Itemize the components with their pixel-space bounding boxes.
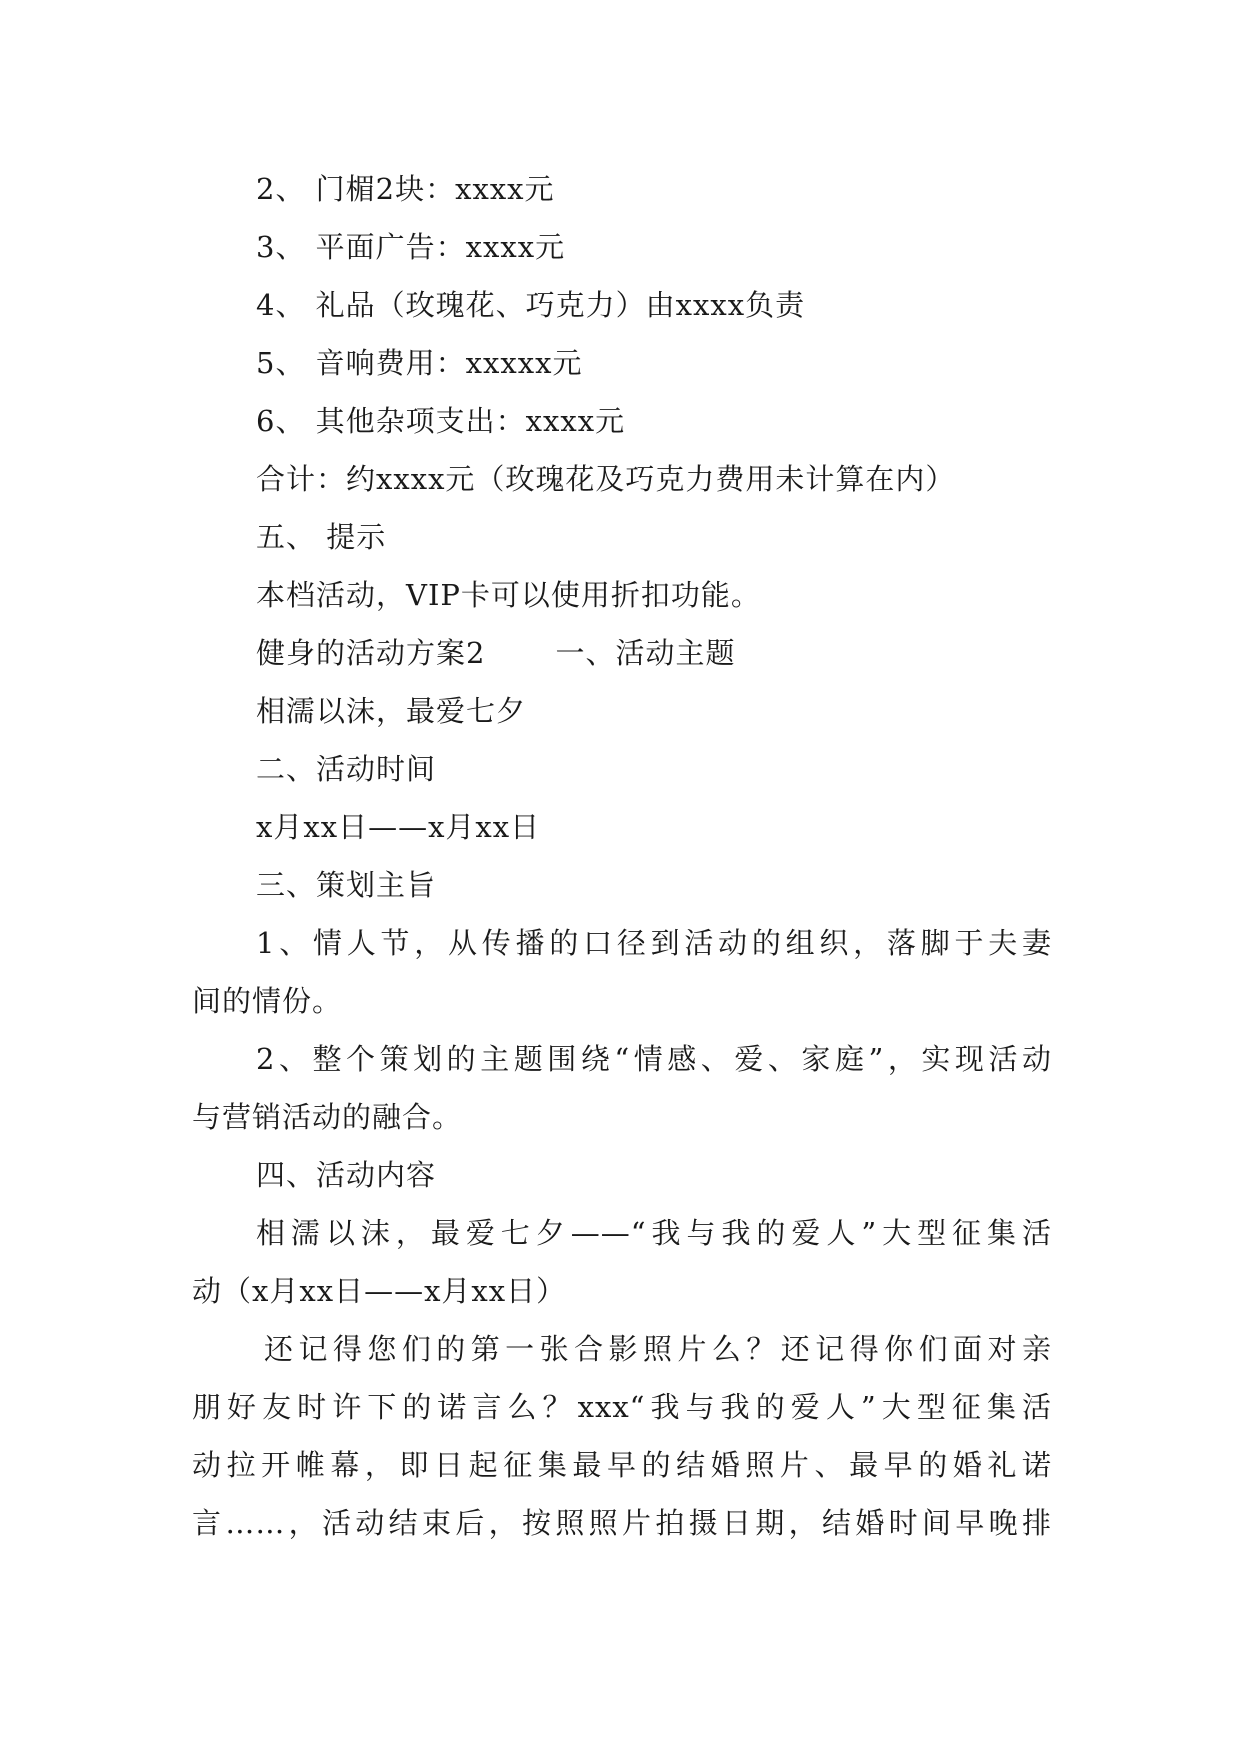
purpose-point-1: 1、情人节，从传播的口径到活动的组织，落脚于夫妻: [256, 926, 1052, 960]
purpose-point-2-cont: 与营销活动的融合。: [192, 1100, 463, 1134]
budget-item-2: 2、 门楣2块：xxxx元: [256, 172, 555, 206]
content-paragraph-2-line-2: 朋好友时许下的诺言么？xxx“我与我的爱人”大型征集活: [192, 1390, 1052, 1424]
plan-2-title-line: [192, 624, 1052, 682]
content-paragraph-2-line-3: 动拉开帷幕，即日起征集最早的结婚照片、最早的婚礼诺: [192, 1448, 1052, 1482]
content-paragraph-1-cont: 动（x月xx日——x月xx日）: [192, 1274, 567, 1308]
section-heading-content: 四、活动内容: [256, 1158, 437, 1192]
content-paragraph-2-line-4: 言……，活动结束后，按照照片拍摄日期，结婚时间早晚排: [192, 1506, 1052, 1540]
document-body: [192, 160, 1052, 1552]
budget-item-6: 6、 其他杂项支出：xxxx元: [256, 404, 626, 438]
budget-item-3: 3、 平面广告：xxxx元: [256, 230, 566, 264]
budget-item-5: 5、 音响费用：xxxxx元: [256, 346, 583, 380]
section-heading-purpose: 三、策划主旨: [256, 868, 437, 902]
content-paragraph-1: 相濡以沫，最爱七夕——“我与我的爱人”大型征集活: [256, 1216, 1052, 1250]
purpose-point-1-cont: 间的情份。: [192, 984, 343, 1018]
content-paragraph-2: 还记得您们的第一张合影照片么？还记得你们面对亲: [264, 1332, 1052, 1366]
tips-text: 本档活动，VIP卡可以使用折扣功能。: [256, 578, 761, 612]
theme-text: 相濡以沫，最爱七夕: [256, 694, 527, 728]
budget-item-4: 4、 礼品（玫瑰花、巧克力）由xxxx负责: [256, 288, 806, 322]
section-heading-tips: 五、 提示: [256, 520, 387, 554]
purpose-point-2: 2、整个策划的主题围绕“情感、爱、家庭”，实现活动: [256, 1042, 1052, 1076]
time-text: x月xx日——x月xx日: [256, 810, 541, 844]
section-heading-time: 二、活动时间: [256, 752, 437, 786]
budget-total: 合计：约xxxx元（玫瑰花及巧克力费用未计算在内）: [256, 462, 956, 496]
section-heading-theme: 一、活动主题: [555, 636, 736, 670]
plan-2-title: 健身的活动方案2: [256, 636, 486, 670]
